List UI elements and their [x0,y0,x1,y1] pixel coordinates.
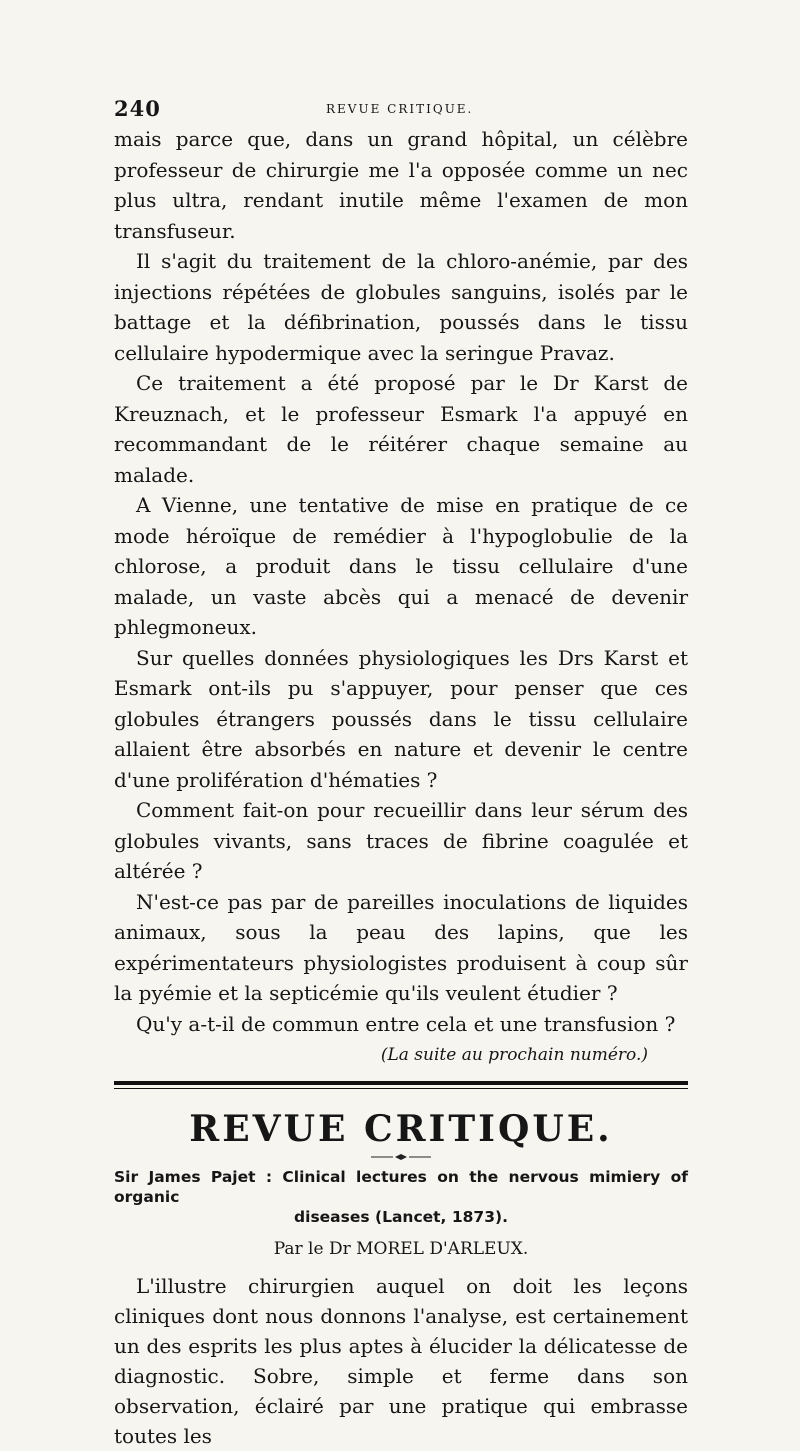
page [114,96,688,1451]
citation-line: diseases (Lancet, 1873). [294,1208,508,1226]
citation-line: Sir James Pajet : Clinical lectures on the nervous mimiery of organic [114,1168,688,1206]
paragraph: L'illustre chirurgien auquel on doit les leçons cliniques dont nous donnons l'analyse, est certainement un des esprits les plus aptes à élucider la délicatesse de diagnostic. Sobre, simple et ferme dans son observation, éclairé par une pratique qui embrasse toutes les [114,1274,688,1448]
paragraph: Ce traitement a été proposé par le Dr Karst de Kreuznach, et le professeur Esmark l'a appuyé en recommandant de le réitérer chaque semaine au malade. [114,371,688,487]
continuation-note: (La suite au prochain numéro.) [380,1045,648,1065]
paragraph: Il s'agit du traitement de la chloro-anémie, par des injections répétées de globules sanguins, isolés par le battage et la défibrination, poussés dans le tissu cellulaire hypodermique avec la seringue Pravaz. [114,249,688,365]
running-header [114,96,688,124]
ornament-icon [371,1153,431,1161]
paragraph: Qu'y a-t-il de commun entre cela et une transfusion ? [136,1011,676,1036]
article-text [114,1271,688,1451]
citation [114,1167,688,1227]
running-title: REVUE CRITIQUE. [326,102,474,116]
section-divider-thin [114,1088,688,1089]
page-number: 240 [114,96,161,121]
paragraph: mais parce que, dans un grand hôpital, un célèbre professeur de chirurgie me l'a opposée comme un nec plus ultra, rendant inutile même l'examen de mon transfuseur. [114,127,688,243]
body-text [114,124,688,1039]
paragraph: N'est-ce pas par de pareilles inoculations de liquides animaux, sous la peau des lapins, que les expérimentateurs physiologistes produisent à coup sûr la pyémie et la septicémie qu'ils veulent étudier ? [114,889,688,1005]
paragraph: A Vienne, une tentative de mise en pratique de ce mode héroïque de remédier à l'hypoglobulie de la chlorose, a produit dans le tissu cellulaire d'une malade, un vaste abcès qui a menacé de devenir phlegmoneux. [114,493,688,639]
article-author: Par le Dr MOREL D'ARLEUX. [273,1239,529,1259]
paragraph: Comment fait-on pour recueillir dans leur sérum des globules vivants, sans traces de fibrine coagulée et altérée ? [114,798,688,883]
section-title: REVUE CRITIQUE. [189,1108,613,1150]
section-divider [114,1081,688,1085]
paragraph: Sur quelles données physiologiques les Drs Karst et Esmark ont-ils pu s'appuyer, pour penser que ces globules étrangers poussés dans le tissu cellulaire allaient être absorbés en nature et devenir le centre d'une prolifération d'hématies ? [114,645,688,792]
